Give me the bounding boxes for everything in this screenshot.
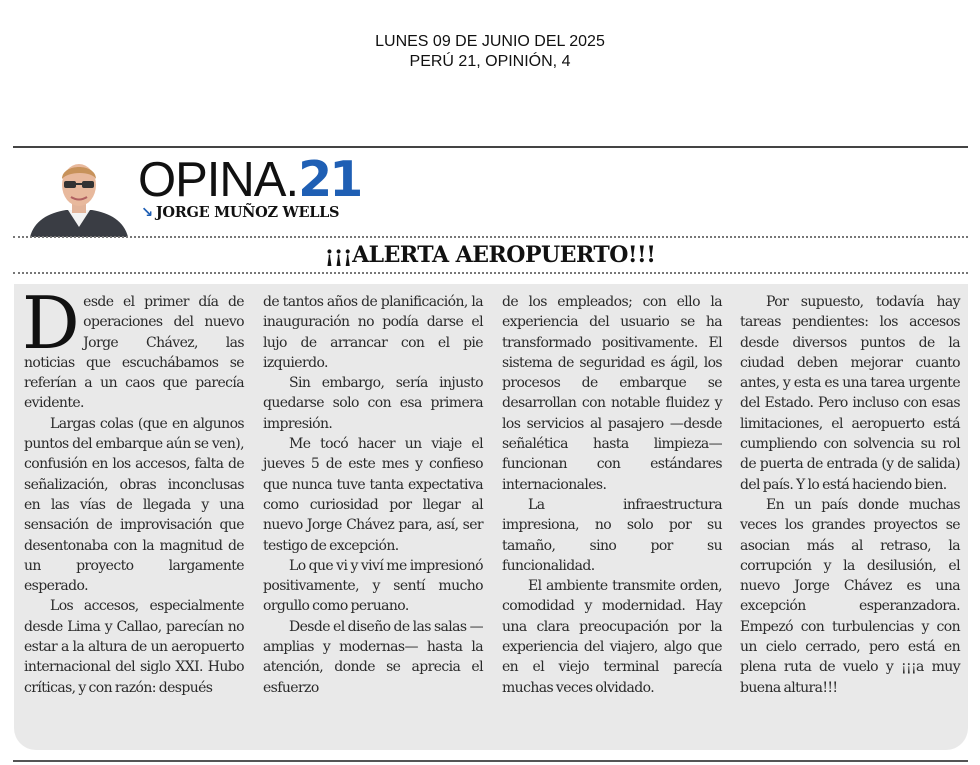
article-paragraph: Desde el diseño de las salas —amplias y modernas— hasta la atención, donde se aprecia el esfuerzo	[263, 618, 483, 696]
dateline	[0, 32, 980, 72]
article-column-1	[22, 281, 244, 698]
date-text: LUNES 09 DE JUNIO DEL 2025	[375, 33, 605, 50]
article-paragraph: Sin embargo, sería injusto quedarse solo con esa primera impresión.	[263, 375, 483, 432]
article-paragraph: Lo que vi y viví me impresionó positivamente, y sentí mucho orgullo como peruano.	[263, 557, 483, 615]
author-byline	[141, 205, 360, 221]
article-paragraph: La infraestructura impresiona, no solo por su tamaño, sino por su funcionalidad.	[502, 496, 722, 574]
paragraph-text: esde el primer día de operaciones del nuevo Jorge Chávez, las noticias que escuchábamos se referían a un caos que parecía evidente.	[24, 294, 244, 412]
author-name: JORGE MUÑOZ WELLS	[155, 204, 340, 221]
logo-number: 21	[298, 151, 361, 208]
article-paragraph: de tantos años de planificación, la inauguración no podía darse el lujo de arrancar con el pie izquierdo.	[263, 294, 483, 371]
top-rule	[13, 146, 968, 148]
article-paragraph: El ambiente transmite orden, comodidad y modernidad. Hay una clara preocupación por la experiencia del viajero, algo que en el viejo terminal parecía muchas veces olvidado.	[502, 578, 722, 696]
article-paragraph: Los accesos, especialmente desde Lima y Callao, parecían no estar a la altura de un aeropuerto internacional del siglo XXI. Hubo críticas, y con razón: después	[24, 598, 244, 696]
logo-word: OPINA.	[138, 153, 299, 207]
arrow-down-right-icon: ↘	[141, 205, 153, 221]
article-paragraph: Me tocó hacer un viaje el jueves 5 de este mes y confieso que nunca tuve tanta expectativa como curiosidad por llegar al nuevo Jorge Chávez para, así, ser testigo de excepción.	[263, 436, 483, 554]
article-column-2	[263, 292, 483, 698]
bottom-rule	[13, 760, 968, 762]
article-column-3	[502, 292, 722, 698]
logo-wordmark	[138, 151, 361, 208]
drop-cap: D	[22, 281, 80, 365]
article-headline: ¡¡¡ALERTA AEROPUERTO!!!	[324, 242, 656, 268]
article-paragraph: Por supuesto, todavía hay tareas pendientes: los accesos desde diversos puntos de la ciudad deben mejorar cuanto antes, y esta es una tarea urgente del Estado. Pero incluso con esas limitaciones, el aeropuerto está cumpliendo con solvencia su rol de puerta de entrada (y de salida) del país. Y lo está haciendo bien.	[740, 294, 960, 493]
article-column-4	[740, 292, 960, 698]
author-photo	[26, 155, 132, 237]
article-paragraph: En un país donde muchas veces los grandes proyectos se asocian más al retraso, la corrupción y la desilusión, el nuevo Jorge Chávez es una excepción esperanzadora. Empezó con turbulencias y con un cielo cerrado, pero está en plena ruta de vuelo y ¡¡¡a muy buena altura!!!	[740, 496, 960, 696]
dotted-divider-top	[13, 236, 968, 238]
article-paragraph: de los empleados; con ello la experiencia del usuario se ha transformado positivamente. El sistema de seguridad es ágil, los procesos de embarque se desarrollan con notable fluidez y los servicios al pasajero —desde señalética hasta limpieza— funcionan con estándares internacionales.	[502, 294, 722, 493]
author-portrait-illustration	[26, 155, 132, 237]
publication-section: PERÚ 21, OPINIÓN, 4	[409, 53, 571, 70]
dotted-divider-bottom	[13, 272, 968, 274]
article-paragraph: Largas colas (que en algunos puntos del embarque aún se ven), confusión en los accesos, falta de señalización, obras inconclusas en las vías de llegada y una sensación de improvisación que desentonaba con la magnitud de un proyecto largamente esperado.	[24, 415, 244, 595]
opinion-logo	[138, 151, 361, 221]
article-paragraph	[22, 281, 244, 414]
